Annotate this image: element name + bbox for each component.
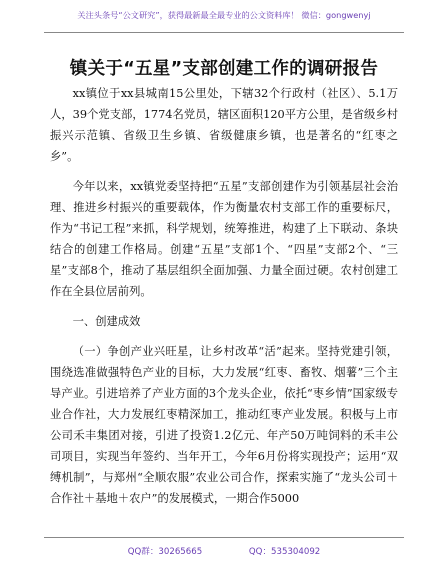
- document-title: 镇关于“五星”支部创建工作的调研报告: [69, 59, 379, 79]
- industry-paragraph: （一）争创产业兴旺星，让乡村改革“活”起来。坚持党建引领，围绕选准做强特色产业的目标，大力发展“红枣、畜牧、烟薯”三个主导产业。引进培养了产业方面的3个龙头企业，依托“枣乡情”国家级专业合作社，大力发展红枣精深加工，推动红枣产业发展。积极与上市公司禾丰集团对接，引进了投资1.2亿元、年产50万吨饲料的禾丰公司项目，实现当年签约、当年开工，今年6月份将实现投产；运用“双缚机制”，与郑州“全顺农服”农业公司合作，探索实施了“龙头公司＋合作社＋基地＋农户”的发展模式，一期合作5000: [50, 345, 398, 505]
- intro-paragraph: xx镇位于xx县城南15公里处，下辖32个行政村（社区）、5.1万人，39个党支部，1774名党员，辖区面积120平方公里，是省级乡村振兴示范镇、省级卫生乡镇、省级健康乡镇，也是著名的“红枣之乡”。: [50, 87, 398, 163]
- qq-number-text: QQ：535304092: [248, 547, 321, 557]
- footer-divider: [44, 537, 404, 538]
- document-body: [50, 83, 398, 509]
- overview-paragraph: 今年以来，xx镇党委坚持把“五星”支部创建作为引领基层社会治理、推进乡村振兴的重要载体，作为衡量农村支部工作的重要标尺，作为“书记工程”来抓，科学规划，统筹推进，构建了上下联动、条块结合的创建工作格局。创建“五星”支部1个、“四星”支部2个、“三星”支部8个，推动了基层组织全面加强、力量全面过硬。农村创建工作在全县位居前列。: [50, 180, 398, 298]
- section-heading: 一、创建成效: [72, 315, 141, 328]
- header-divider: [44, 32, 404, 33]
- contact-footer: [0, 545, 448, 557]
- promo-banner: 关注头条号“公文研究”，获得最新最全最专业的公文资料库！ 微信：gongwenyj: [77, 10, 371, 20]
- qq-group-text: QQ群：30265665: [127, 547, 203, 557]
